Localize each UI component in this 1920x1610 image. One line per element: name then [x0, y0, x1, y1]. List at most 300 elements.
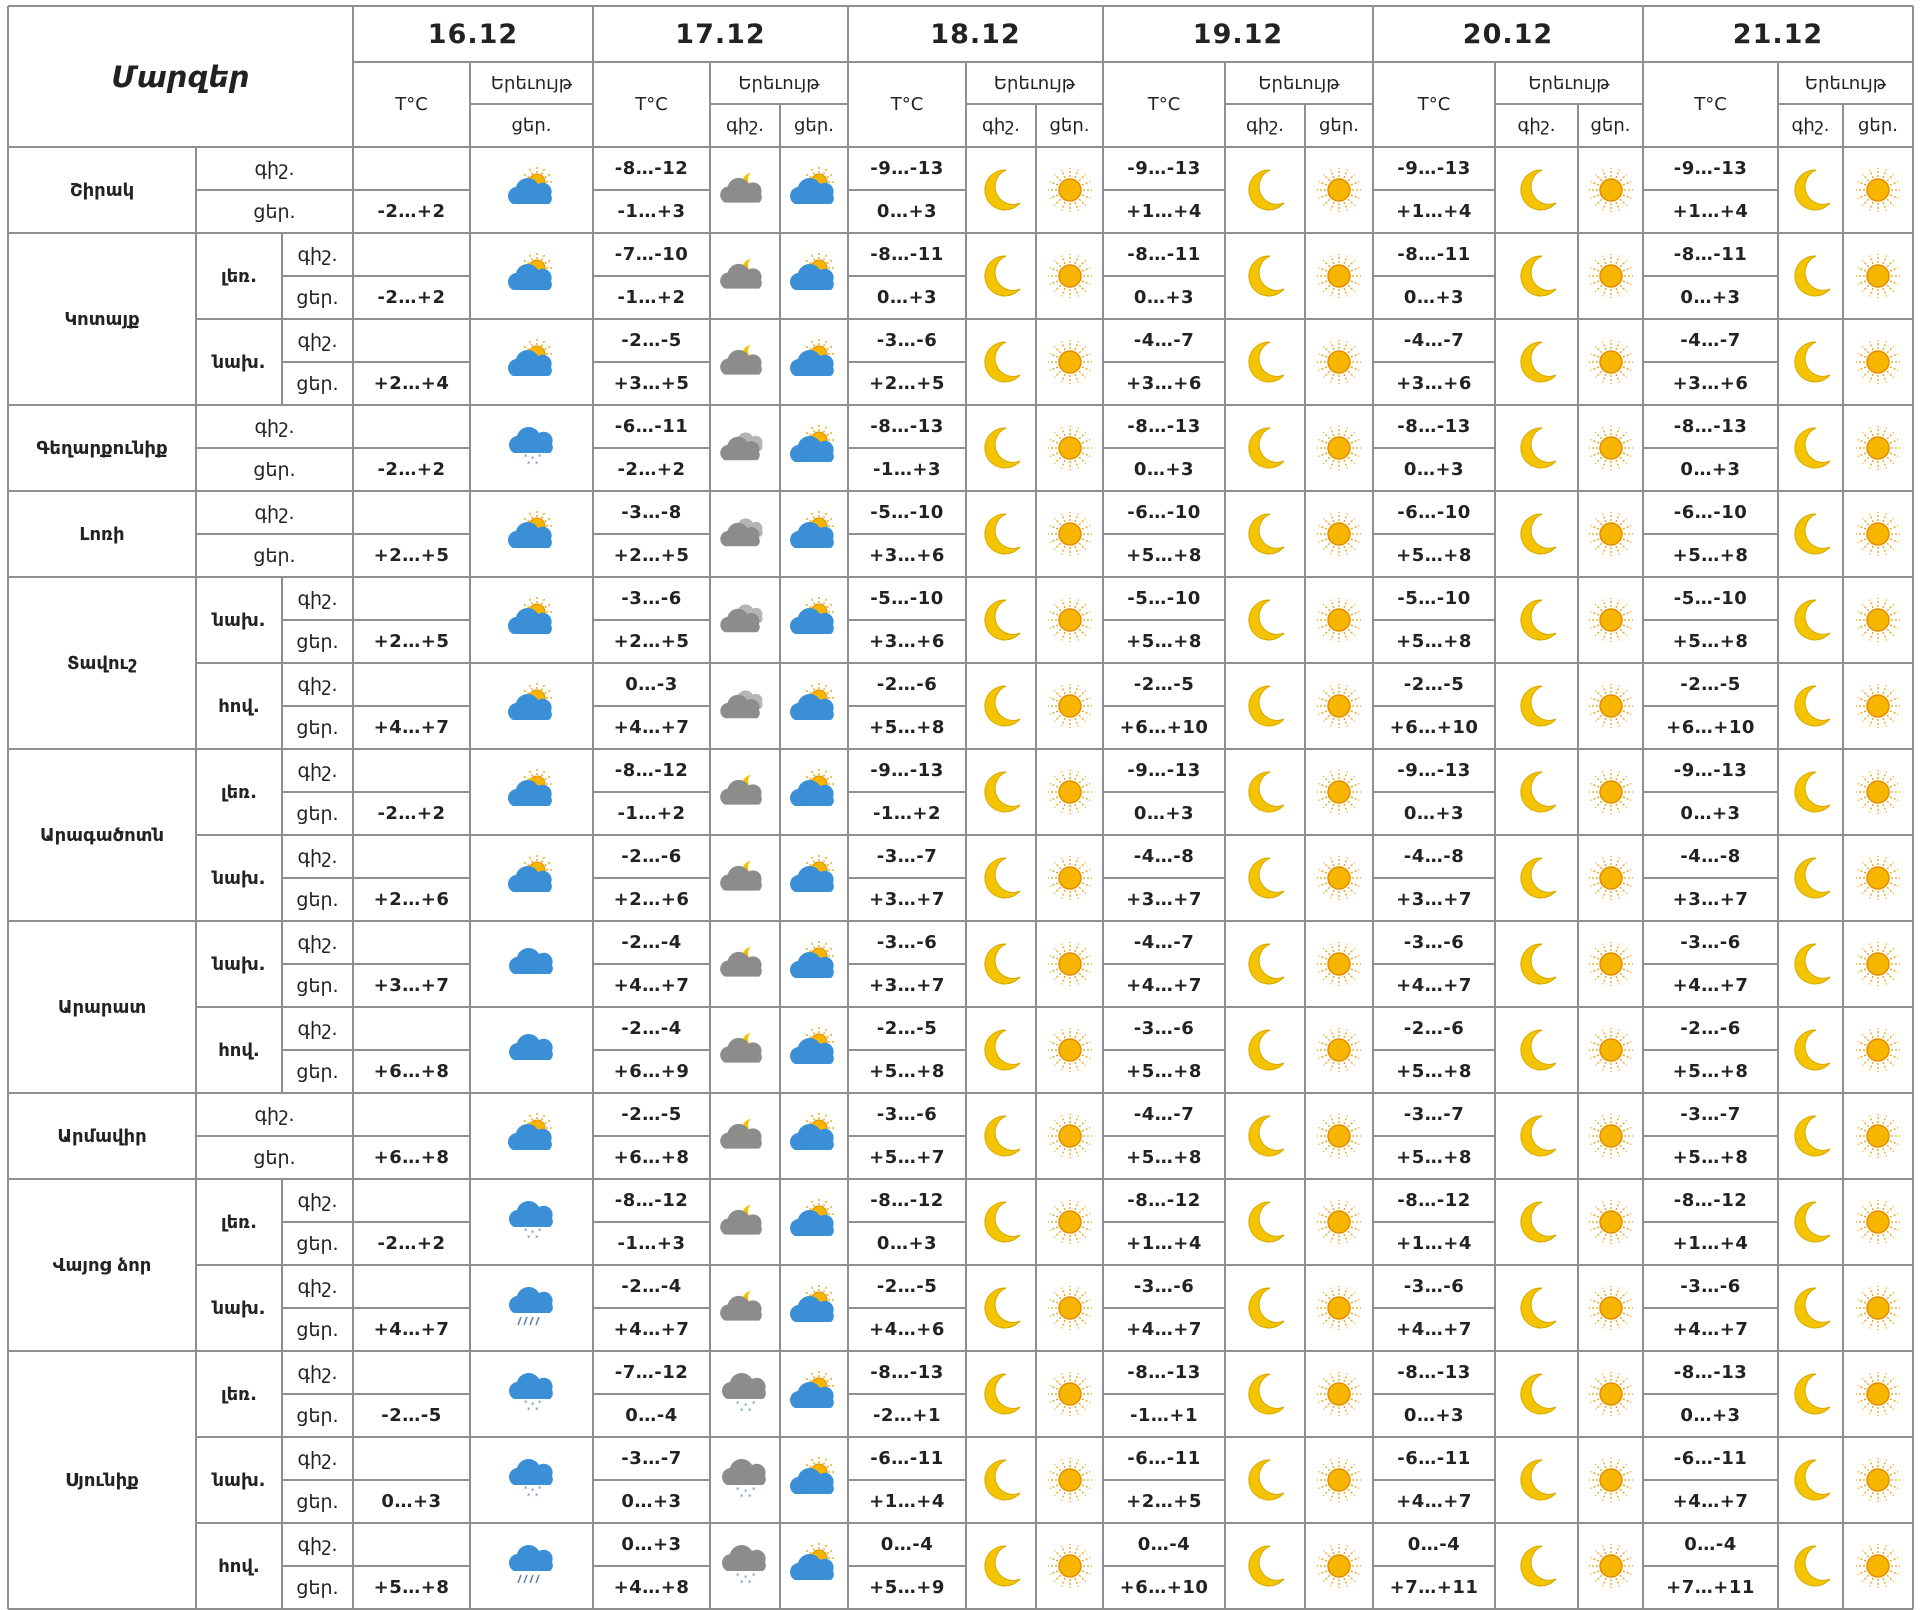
- svg-text:*: *: [534, 1406, 538, 1414]
- temp-day: +3…+7: [1672, 889, 1749, 910]
- grid-line: [1373, 275, 1495, 277]
- night-label: գիշ.: [297, 1447, 338, 1470]
- grid-line: [1103, 533, 1225, 535]
- temp-day: +6…+8: [613, 1147, 690, 1168]
- temp-day: +1…+4: [1672, 201, 1749, 222]
- moon-icon: [1495, 1007, 1578, 1093]
- temp-day: +4…+7: [613, 975, 690, 996]
- grid-line: [1103, 1565, 1225, 1567]
- grid-line: [1304, 104, 1306, 1609]
- temp-day: +5…+8: [1126, 1147, 1202, 1168]
- svg-text:*: *: [748, 1493, 752, 1501]
- sun-icon: [1578, 1093, 1643, 1179]
- temp-night: -2…-5: [621, 330, 682, 351]
- night-label: գիշ.: [297, 329, 338, 352]
- grid-line: [1103, 447, 1225, 449]
- temp-night: 0…-3: [625, 674, 678, 695]
- grid-line: [353, 61, 1913, 63]
- temp-night: -4…-8: [1680, 846, 1741, 867]
- temp-night: -9…-13: [870, 760, 944, 781]
- sun-icon: [1843, 233, 1913, 319]
- grid-line: [1778, 103, 1913, 105]
- night-label: գիշ.: [297, 845, 338, 868]
- partly-cloudy-day-icon: [470, 147, 593, 233]
- sun-icon: [1578, 147, 1643, 233]
- grid-line: [1103, 1221, 1225, 1223]
- grid-line: [282, 705, 353, 707]
- temp-night: -2…-5: [1133, 674, 1195, 695]
- day-label: ցեր.: [296, 802, 339, 825]
- partly-cloudy-day-icon: [780, 1179, 848, 1265]
- grid-line: [593, 1135, 710, 1137]
- moon-icon: [966, 1265, 1036, 1351]
- night-label: գիշ.: [297, 587, 338, 610]
- temp-day: +1…+4: [869, 1491, 945, 1512]
- region-name: Սյունիք: [65, 1469, 139, 1491]
- grid-line: [1643, 619, 1778, 621]
- grid-line: [1103, 619, 1225, 621]
- grid-line: [1643, 1393, 1778, 1395]
- area-label: լեռ.: [221, 1383, 257, 1405]
- grid-line: [196, 533, 353, 535]
- sun-icon: [1305, 491, 1373, 577]
- svg-text:*: *: [740, 1579, 744, 1587]
- temp-night: -6…-11: [1673, 1448, 1748, 1469]
- moon-icon: [1495, 1179, 1578, 1265]
- temp-night: 0…-4: [1684, 1534, 1737, 1555]
- temp-day: +5…+8: [1672, 631, 1749, 652]
- grid-line: [281, 921, 283, 1093]
- sun-icon: [1843, 1179, 1913, 1265]
- svg-text:*: *: [530, 1401, 534, 1409]
- moon-icon: [1778, 1351, 1843, 1437]
- grid-line: [848, 275, 966, 277]
- grid-line: [593, 791, 710, 793]
- grid-line: [1373, 619, 1495, 621]
- grid-line: [593, 1565, 710, 1567]
- temp-day: +4…+7: [613, 1319, 690, 1340]
- sun-icon: [1036, 1093, 1103, 1179]
- temp-day: +5…+8: [1126, 545, 1202, 566]
- temp-night: [353, 1437, 470, 1480]
- grid-line: [592, 6, 594, 1609]
- temp-day: +5…+9: [869, 1577, 945, 1598]
- svg-text:*: *: [736, 1572, 740, 1580]
- grid-line: [353, 1307, 470, 1309]
- cloudy-icon: [710, 577, 780, 663]
- grid-line: [1103, 275, 1225, 277]
- phen-header: Երեւույթ: [1804, 72, 1887, 94]
- grid-line: [282, 275, 353, 277]
- partly-cloudy-day-icon: [780, 921, 848, 1007]
- grid-line: [593, 1307, 710, 1309]
- temp-night: -8…-11: [1673, 244, 1748, 265]
- night-label: գիշ.: [297, 1275, 338, 1298]
- temp-night: -2…-6: [621, 846, 682, 867]
- moon-icon: [1495, 491, 1578, 577]
- temp-night: -8…-13: [870, 416, 944, 437]
- grid-line: [1643, 1565, 1778, 1567]
- grid-line: [353, 1049, 470, 1051]
- temp-day: +3…+5: [613, 373, 690, 394]
- grid-line: [1103, 963, 1225, 965]
- temp-night: -5…-10: [1127, 588, 1201, 609]
- partly-cloudy-day-icon: [470, 577, 593, 663]
- cloud-moon-icon: [710, 233, 780, 319]
- day-label: ցեր.: [296, 286, 339, 309]
- temp-night: [353, 147, 470, 190]
- night-header: գիշ.: [1517, 115, 1556, 136]
- moon-icon: [1495, 835, 1578, 921]
- sun-icon: [1843, 1265, 1913, 1351]
- moon-icon: [1225, 1093, 1305, 1179]
- area-label: հով.: [218, 1039, 260, 1061]
- temp-day: +2…+5: [613, 631, 690, 652]
- partly-cloudy-day-icon: [780, 147, 848, 233]
- temp-night: -4…-7: [1403, 330, 1465, 351]
- temp-day: +5…+8: [869, 717, 945, 738]
- area-label: նախ.: [212, 1469, 266, 1491]
- night-label: գիշ.: [297, 243, 338, 266]
- temp-day: -2…+2: [377, 1233, 446, 1254]
- day-label: ցեր.: [296, 1318, 339, 1341]
- sun-icon: [1843, 405, 1913, 491]
- temp-night: -8…-13: [1127, 1362, 1201, 1383]
- moon-icon: [966, 1179, 1036, 1265]
- grid-line: [282, 1307, 353, 1309]
- phen-header: Երեւույթ: [1258, 72, 1340, 94]
- grid-line: [1103, 1307, 1225, 1309]
- sun-icon: [1843, 749, 1913, 835]
- sun-icon: [1305, 147, 1373, 233]
- partly-cloudy-day-icon: [780, 1437, 848, 1523]
- temp-day: 0…+3: [876, 201, 938, 222]
- temp-night: -4…-7: [1133, 1104, 1195, 1125]
- grid-line: [1103, 1479, 1225, 1481]
- temp-night: -8…-13: [1397, 1362, 1471, 1383]
- temp-night: -8…-12: [614, 1190, 689, 1211]
- grid-line: [1103, 361, 1225, 363]
- grid-line: [1495, 103, 1643, 105]
- temp-day: +4…+7: [613, 717, 690, 738]
- temp-night: -8…-13: [870, 1362, 944, 1383]
- temp-night: -9…-13: [1127, 158, 1201, 179]
- cloud-moon-icon: [710, 1007, 780, 1093]
- svg-text:*: *: [748, 1579, 752, 1587]
- sun-icon: [1305, 577, 1373, 663]
- temp-day: 0…+3: [876, 287, 938, 308]
- day-header: ցեր.: [1319, 115, 1359, 136]
- area-label: հով.: [218, 1555, 260, 1577]
- grid-line: [1842, 104, 1844, 1609]
- day-label: ցեր.: [296, 372, 339, 395]
- moon-icon: [966, 1093, 1036, 1179]
- temp-night: 0…-4: [880, 1534, 934, 1555]
- grid-line: [1643, 533, 1778, 535]
- temp-day: +7…+11: [1666, 1577, 1755, 1598]
- sun-icon: [1305, 1179, 1373, 1265]
- grid-line: [353, 963, 470, 965]
- phen-header: Երեւույթ: [1528, 72, 1610, 94]
- grid-line: [353, 447, 470, 449]
- sun-icon: [1036, 663, 1103, 749]
- temp-day: +5…+8: [1126, 631, 1202, 652]
- moon-icon: [1495, 233, 1578, 319]
- sun-icon: [1578, 921, 1643, 1007]
- temp-day: -2…+2: [377, 287, 446, 308]
- grid-line: [1373, 705, 1495, 707]
- temp-night: 0…-4: [1137, 1534, 1191, 1555]
- temp-day: +3…+7: [869, 889, 945, 910]
- snow-cloud-icon: [470, 405, 593, 491]
- temp-night: [353, 835, 470, 878]
- grid-line: [1103, 189, 1225, 191]
- temp-night: -8…-12: [870, 1190, 944, 1211]
- moon-icon: [966, 1437, 1036, 1523]
- grid-line: [1373, 361, 1495, 363]
- area-label: նախ.: [212, 351, 266, 373]
- grid-line: [1643, 189, 1778, 191]
- moon-icon: [1778, 1523, 1843, 1609]
- temp-night: -6…-11: [870, 1448, 944, 1469]
- grid-line: [1373, 791, 1495, 793]
- temp-night: [353, 1265, 470, 1308]
- day-label: ցեր.: [296, 974, 339, 997]
- cloud-moon-icon: [710, 319, 780, 405]
- moon-icon: [1225, 1007, 1305, 1093]
- temp-day: 0…+3: [1403, 803, 1465, 824]
- temp-day: -1…+2: [617, 287, 686, 308]
- sun-icon: [1305, 663, 1373, 749]
- temp-night: -6…-11: [614, 416, 689, 437]
- area-label: հով.: [218, 695, 260, 717]
- temp-night: -6…-10: [1397, 502, 1471, 523]
- sun-icon: [1578, 663, 1643, 749]
- temp-day: -2…+2: [377, 803, 446, 824]
- temp-night: -5…-10: [870, 502, 944, 523]
- temp-night: -3…-6: [876, 1104, 938, 1125]
- moon-icon: [1778, 1437, 1843, 1523]
- sun-icon: [1305, 1007, 1373, 1093]
- svg-text:*: *: [537, 453, 541, 461]
- rain-cloud-icon: [470, 1265, 593, 1351]
- region-name: Գեղարքունիք: [36, 437, 168, 459]
- temp-night: [353, 233, 470, 276]
- temp-night: -6…-10: [1673, 502, 1748, 523]
- grid-line: [593, 533, 710, 535]
- temp-day: +4…+7: [1126, 1319, 1202, 1340]
- moon-icon: [966, 921, 1036, 1007]
- temp-day: +4…+7: [1126, 975, 1202, 996]
- grid-line: [281, 1351, 283, 1609]
- day-label: ցեր.: [296, 1232, 339, 1255]
- moon-icon: [1225, 1265, 1305, 1351]
- region-name: Արարատ: [57, 996, 147, 1018]
- sun-icon: [1036, 1437, 1103, 1523]
- sun-icon: [1036, 319, 1103, 405]
- grid-line: [1577, 104, 1579, 1609]
- grid-line: [593, 705, 710, 707]
- grid-line: [282, 963, 353, 965]
- svg-text:*: *: [534, 1234, 538, 1242]
- temp-night: [353, 1351, 470, 1394]
- grid-line: [593, 275, 710, 277]
- grid-line: [1373, 877, 1495, 879]
- temp-day: +6…+10: [1389, 717, 1479, 738]
- temp-night: -2…-5: [1680, 674, 1741, 695]
- region-name: Շիրակ: [69, 179, 135, 201]
- partly-cloudy-day-icon: [470, 319, 593, 405]
- region-name: Արմավիր: [57, 1125, 147, 1147]
- partly-cloudy-day-icon: [780, 749, 848, 835]
- temp-night: -9…-13: [870, 158, 944, 179]
- grid-line: [282, 1393, 353, 1395]
- cloudy-icon: [710, 491, 780, 577]
- svg-text:*: *: [537, 1227, 541, 1235]
- day-header: ցեր.: [1049, 115, 1090, 136]
- temp-header: T°C: [890, 94, 924, 115]
- grid-line: [1643, 361, 1778, 363]
- grid-line: [470, 103, 593, 105]
- night-label: գիշ.: [297, 759, 338, 782]
- moon-icon: [1225, 319, 1305, 405]
- partly-cloudy-day-icon: [470, 663, 593, 749]
- temp-night: -3…-7: [1403, 1104, 1465, 1125]
- partly-cloudy-day-icon: [780, 835, 848, 921]
- sun-icon: [1036, 835, 1103, 921]
- temp-night: -3…-6: [1403, 1276, 1465, 1297]
- temp-night: -8…-12: [1127, 1190, 1201, 1211]
- cloud-moon-icon: [710, 147, 780, 233]
- grid-line: [352, 6, 354, 1609]
- grid-line: [282, 1221, 353, 1223]
- grid-line: [353, 791, 470, 793]
- grid-line: [353, 533, 470, 535]
- temp-day: 0…+3: [1680, 459, 1741, 480]
- grid-line: [848, 1221, 966, 1223]
- temp-day: +2…+5: [869, 373, 945, 394]
- partly-cloudy-day-icon: [780, 491, 848, 577]
- day-header: ցեր.: [511, 115, 552, 136]
- temp-day: +4…+7: [1672, 1319, 1749, 1340]
- svg-text:*: *: [744, 1574, 748, 1582]
- temp-day: +4…+7: [1672, 1491, 1749, 1512]
- moon-icon: [1495, 577, 1578, 663]
- moon-icon: [1778, 319, 1843, 405]
- moon-icon: [1778, 1179, 1843, 1265]
- temp-night: -3…-6: [1680, 1276, 1741, 1297]
- moon-icon: [1778, 577, 1843, 663]
- partly-cloudy-day-icon: [780, 405, 848, 491]
- sun-icon: [1843, 663, 1913, 749]
- temp-day: 0…+3: [1403, 459, 1465, 480]
- moon-icon: [1778, 749, 1843, 835]
- temp-night: -2…-5: [621, 1104, 682, 1125]
- temp-day: +5…+8: [869, 1061, 945, 1082]
- moon-icon: [1225, 577, 1305, 663]
- temp-night: -2…-6: [876, 674, 938, 695]
- temp-night: [353, 1007, 470, 1050]
- sun-icon: [1305, 405, 1373, 491]
- grid-line: [195, 147, 197, 1609]
- moon-icon: [966, 663, 1036, 749]
- sun-icon: [1036, 233, 1103, 319]
- temp-night: -2…-5: [876, 1276, 938, 1297]
- temp-day: +1…+4: [1126, 1233, 1202, 1254]
- temp-day: +4…+7: [1672, 975, 1749, 996]
- grid-line: [779, 104, 781, 1609]
- cloud-moon-icon: [710, 1265, 780, 1351]
- temp-day: 0…+3: [621, 1491, 682, 1512]
- cloud-moon-icon: [710, 749, 780, 835]
- temp-day: +5…+8: [1672, 545, 1749, 566]
- svg-text:*: *: [537, 1399, 541, 1407]
- temp-header: T°C: [635, 94, 668, 115]
- grid-line: [593, 189, 710, 191]
- temp-day: +6…+10: [1119, 717, 1209, 738]
- grid-line: [1643, 791, 1778, 793]
- sun-icon: [1305, 835, 1373, 921]
- temp-night: -4…-7: [1133, 932, 1195, 953]
- sun-icon: [1843, 491, 1913, 577]
- moon-icon: [966, 319, 1036, 405]
- sun-icon: [1305, 1437, 1373, 1523]
- grid-line: [1373, 1479, 1495, 1481]
- temp-day: 0…+3: [1403, 1405, 1465, 1426]
- snow-cloud-icon: [470, 1179, 593, 1265]
- temp-night: -5…-10: [1673, 588, 1748, 609]
- region-name: Լոռի: [79, 523, 125, 545]
- moon-icon: [1495, 319, 1578, 405]
- partly-cloudy-day-icon: [780, 233, 848, 319]
- moon-icon: [1225, 147, 1305, 233]
- temp-day: 0…+3: [1133, 803, 1195, 824]
- grid-line: [1494, 62, 1496, 1609]
- temp-day: +6…+9: [613, 1061, 690, 1082]
- temp-night: -3…-7: [1680, 1104, 1741, 1125]
- night-header: գիշ.: [726, 115, 764, 136]
- temp-day: +3…+7: [1396, 889, 1472, 910]
- temp-day: +1…+4: [1126, 201, 1202, 222]
- svg-text:*: *: [523, 1227, 527, 1235]
- svg-text:*: *: [736, 1400, 740, 1408]
- moon-icon: [1225, 749, 1305, 835]
- temp-night: [353, 921, 470, 964]
- temp-night: -9…-13: [1673, 158, 1748, 179]
- grid-line: [281, 577, 283, 749]
- temp-day: -2…+2: [377, 201, 446, 222]
- night-header: գիշ.: [1791, 115, 1830, 136]
- grid-line: [353, 1479, 470, 1481]
- temp-day: +5…+8: [1396, 545, 1472, 566]
- grid-line: [353, 1565, 470, 1567]
- grid-line: [1103, 705, 1225, 707]
- grid-line: [848, 1049, 966, 1051]
- temp-day: -1…+1: [1129, 1405, 1199, 1426]
- moon-icon: [1495, 749, 1578, 835]
- grid-line: [593, 447, 710, 449]
- grid-line: [848, 533, 966, 535]
- blue-cloud-icon: [470, 1007, 593, 1093]
- grid-line: [1643, 963, 1778, 965]
- cloud-moon-icon: [710, 921, 780, 1007]
- grid-line: [1373, 447, 1495, 449]
- grid-line: [1103, 877, 1225, 879]
- moon-icon: [1778, 147, 1843, 233]
- grid-line: [848, 189, 966, 191]
- temp-night: -2…-4: [621, 932, 682, 953]
- temp-night: -3…-6: [1680, 932, 1741, 953]
